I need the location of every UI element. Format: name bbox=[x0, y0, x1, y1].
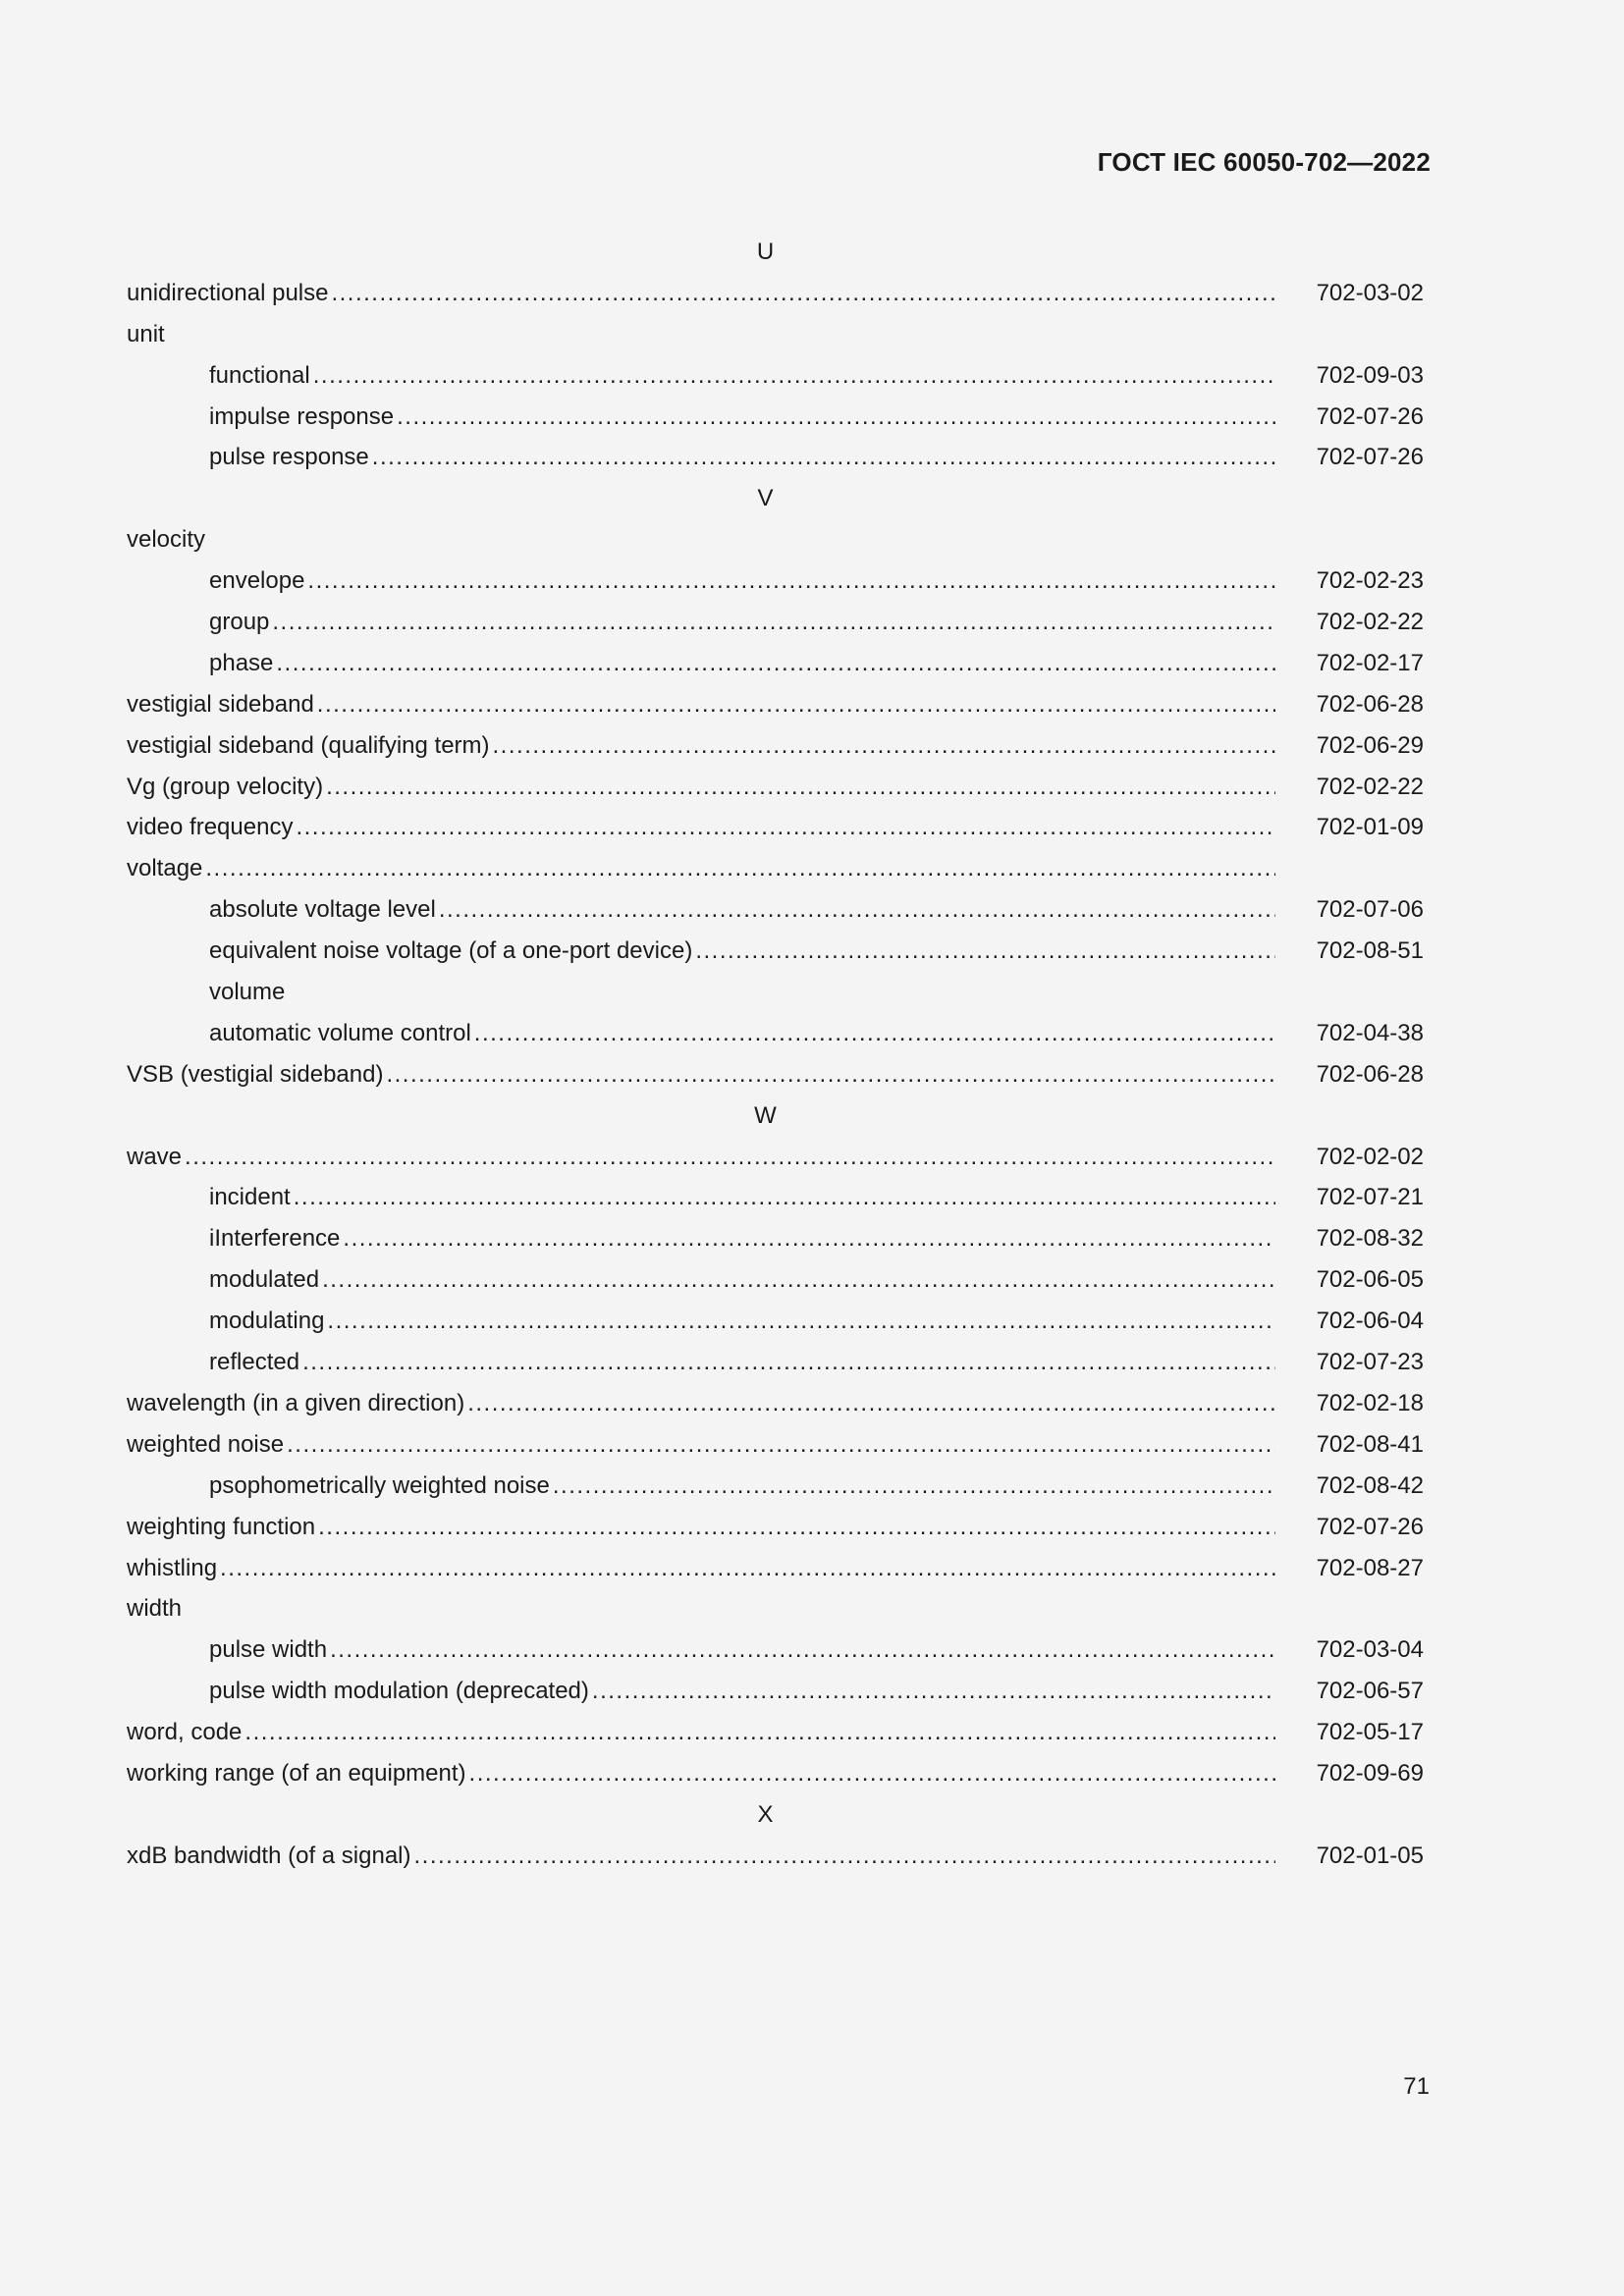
index-term: phase bbox=[209, 649, 274, 676]
index-letter-heading: X bbox=[757, 1800, 774, 1828]
index-reference: 702-07-26 bbox=[1316, 1513, 1424, 1540]
index-entry bbox=[127, 1383, 1424, 1424]
index-term: pulse width bbox=[209, 1636, 328, 1664]
index-term: impulse response bbox=[209, 402, 395, 430]
index-term: absolute voltage level bbox=[209, 896, 436, 924]
index-subentry bbox=[127, 1218, 1424, 1259]
index-term: pulse response bbox=[209, 444, 369, 471]
dot-leader bbox=[695, 931, 1275, 972]
dot-leader bbox=[220, 1548, 1275, 1589]
dot-leader bbox=[296, 807, 1275, 848]
index-subentry bbox=[127, 889, 1424, 931]
index-reference: 702-08-51 bbox=[1316, 937, 1424, 965]
index-term: volume bbox=[209, 979, 286, 1006]
dot-leader bbox=[205, 848, 1275, 889]
index-reference: 702-06-05 bbox=[1316, 1266, 1424, 1294]
index-reference: 702-02-17 bbox=[1316, 649, 1424, 676]
index-entry bbox=[127, 1712, 1424, 1753]
index-letter-heading: W bbox=[754, 1101, 777, 1129]
index-reference: 702-06-28 bbox=[1316, 1060, 1424, 1088]
index-reference: 702-02-23 bbox=[1316, 567, 1424, 595]
index-subentry bbox=[127, 355, 1424, 397]
dot-leader bbox=[386, 1054, 1275, 1095]
index-entry bbox=[127, 1588, 1424, 1629]
index-term: modulated bbox=[209, 1266, 320, 1294]
index-term: working range (of an equipment) bbox=[127, 1759, 466, 1787]
index-term: weighting function bbox=[127, 1513, 316, 1540]
index-reference: 702-07-21 bbox=[1316, 1184, 1424, 1211]
index-term: velocity bbox=[127, 526, 206, 554]
dot-leader bbox=[331, 273, 1275, 314]
index-term: iInterference bbox=[209, 1225, 341, 1253]
index-subentry bbox=[127, 1259, 1424, 1301]
dot-leader bbox=[318, 1507, 1275, 1548]
index-reference: 702-07-26 bbox=[1316, 402, 1424, 430]
index-entry bbox=[127, 1753, 1424, 1794]
dot-leader bbox=[244, 1712, 1275, 1753]
index-term: voltage bbox=[127, 855, 203, 882]
page-number: 71 bbox=[1403, 2073, 1430, 2100]
index-term: unit bbox=[127, 320, 165, 347]
index-term: modulating bbox=[209, 1308, 325, 1335]
index-subentry bbox=[127, 1466, 1424, 1507]
index-subentry bbox=[127, 1013, 1424, 1054]
index-entry bbox=[127, 684, 1424, 725]
index-term: psophometrically weighted noise bbox=[209, 1471, 550, 1499]
index-reference: 702-04-38 bbox=[1316, 1019, 1424, 1046]
index-term: wave bbox=[127, 1143, 183, 1170]
index-subentry bbox=[127, 643, 1424, 684]
index-reference: 702-09-69 bbox=[1316, 1759, 1424, 1787]
index-entry bbox=[127, 1424, 1424, 1466]
index-term: incident bbox=[209, 1184, 291, 1211]
index-subentry bbox=[127, 1671, 1424, 1712]
index-entry bbox=[127, 314, 1424, 355]
alphabetical-index bbox=[127, 232, 1424, 1877]
index-entry bbox=[127, 1137, 1424, 1178]
index-term: automatic volume control bbox=[209, 1019, 471, 1046]
index-entry bbox=[127, 848, 1424, 889]
index-term: wavelength (in a given direction) bbox=[127, 1389, 465, 1416]
index-reference: 702-08-42 bbox=[1316, 1471, 1424, 1499]
dot-leader bbox=[272, 602, 1275, 643]
dot-leader bbox=[185, 1137, 1275, 1178]
dot-leader bbox=[592, 1671, 1275, 1712]
index-entry bbox=[127, 725, 1424, 767]
index-reference: 702-07-26 bbox=[1316, 444, 1424, 471]
document-header: ГОСТ IEC 60050-702—2022 bbox=[1097, 147, 1431, 177]
dot-leader bbox=[474, 1013, 1275, 1054]
index-term: unidirectional pulse bbox=[127, 279, 329, 306]
dot-leader bbox=[330, 1629, 1275, 1671]
index-reference: 702-07-06 bbox=[1316, 896, 1424, 924]
index-reference: 702-08-27 bbox=[1316, 1554, 1424, 1581]
index-entry bbox=[127, 807, 1424, 848]
dot-leader bbox=[469, 1753, 1275, 1794]
index-term: equivalent noise voltage (of a one-port device) bbox=[209, 937, 693, 965]
index-term: weighted noise bbox=[127, 1430, 285, 1458]
index-reference: 702-02-22 bbox=[1316, 609, 1424, 636]
index-subentry bbox=[127, 972, 1424, 1013]
index-reference: 702-06-04 bbox=[1316, 1308, 1424, 1335]
index-term: vestigial sideband (qualifying term) bbox=[127, 731, 490, 759]
index-subentry bbox=[127, 1177, 1424, 1218]
index-term: VSB (vestigial sideband) bbox=[127, 1060, 384, 1088]
index-subentry bbox=[127, 602, 1424, 643]
index-reference: 702-01-05 bbox=[1316, 1842, 1424, 1869]
index-term: functional bbox=[209, 361, 310, 389]
index-term: reflected bbox=[209, 1349, 300, 1376]
dot-leader bbox=[414, 1836, 1276, 1877]
dot-leader bbox=[276, 643, 1275, 684]
dot-leader bbox=[317, 684, 1275, 725]
index-term: pulse width modulation (deprecated) bbox=[209, 1678, 589, 1705]
dot-leader bbox=[343, 1218, 1275, 1259]
index-entry bbox=[127, 1507, 1424, 1548]
index-reference: 702-02-22 bbox=[1316, 773, 1424, 800]
index-subentry bbox=[127, 561, 1424, 602]
index-entry bbox=[127, 519, 1424, 561]
index-subentry bbox=[127, 1629, 1424, 1671]
dot-leader bbox=[287, 1424, 1275, 1466]
index-subentry bbox=[127, 437, 1424, 478]
dot-leader bbox=[467, 1383, 1275, 1424]
index-reference: 702-06-28 bbox=[1316, 690, 1424, 718]
index-term: envelope bbox=[209, 567, 305, 595]
index-term: video frequency bbox=[127, 814, 294, 841]
dot-leader bbox=[326, 767, 1275, 808]
index-entry bbox=[127, 1836, 1424, 1877]
index-reference: 702-02-02 bbox=[1316, 1143, 1424, 1170]
index-subentry bbox=[127, 397, 1424, 438]
index-term: width bbox=[127, 1595, 183, 1623]
dot-leader bbox=[397, 397, 1275, 438]
index-subentry bbox=[127, 1342, 1424, 1383]
index-entry bbox=[127, 1548, 1424, 1589]
dot-leader bbox=[294, 1177, 1275, 1218]
index-letter-heading: V bbox=[757, 485, 774, 512]
index-term: Vg (group velocity) bbox=[127, 773, 324, 800]
dot-leader bbox=[322, 1259, 1275, 1301]
index-reference: 702-08-41 bbox=[1316, 1430, 1424, 1458]
index-letter-heading: U bbox=[756, 239, 775, 265]
index-term: vestigial sideband bbox=[127, 690, 314, 718]
index-reference: 702-09-03 bbox=[1316, 361, 1424, 389]
index-reference: 702-06-57 bbox=[1316, 1678, 1424, 1705]
index-term: whistling bbox=[127, 1554, 218, 1581]
dot-leader bbox=[307, 561, 1275, 602]
index-reference: 702-06-29 bbox=[1316, 731, 1424, 759]
dot-leader bbox=[327, 1301, 1275, 1342]
index-reference: 702-07-23 bbox=[1316, 1349, 1424, 1376]
dot-leader bbox=[313, 355, 1275, 397]
index-reference: 702-03-02 bbox=[1316, 279, 1424, 306]
index-term: word, code bbox=[127, 1719, 243, 1746]
index-entry bbox=[127, 273, 1424, 314]
index-entry bbox=[127, 1054, 1424, 1095]
dot-leader bbox=[302, 1342, 1275, 1383]
index-subentry bbox=[127, 1301, 1424, 1342]
dot-leader bbox=[553, 1466, 1275, 1507]
index-reference: 702-05-17 bbox=[1316, 1719, 1424, 1746]
index-entry bbox=[127, 767, 1424, 808]
index-term: xdB bandwidth (of a signal) bbox=[127, 1842, 411, 1869]
dot-leader bbox=[493, 725, 1275, 767]
index-term: group bbox=[209, 609, 270, 636]
index-reference: 702-02-18 bbox=[1316, 1389, 1424, 1416]
index-reference: 702-01-09 bbox=[1316, 814, 1424, 841]
dot-leader bbox=[372, 437, 1275, 478]
index-reference: 702-03-04 bbox=[1316, 1636, 1424, 1664]
index-reference: 702-08-32 bbox=[1316, 1225, 1424, 1253]
index-subentry bbox=[127, 931, 1424, 972]
dot-leader bbox=[439, 889, 1275, 931]
